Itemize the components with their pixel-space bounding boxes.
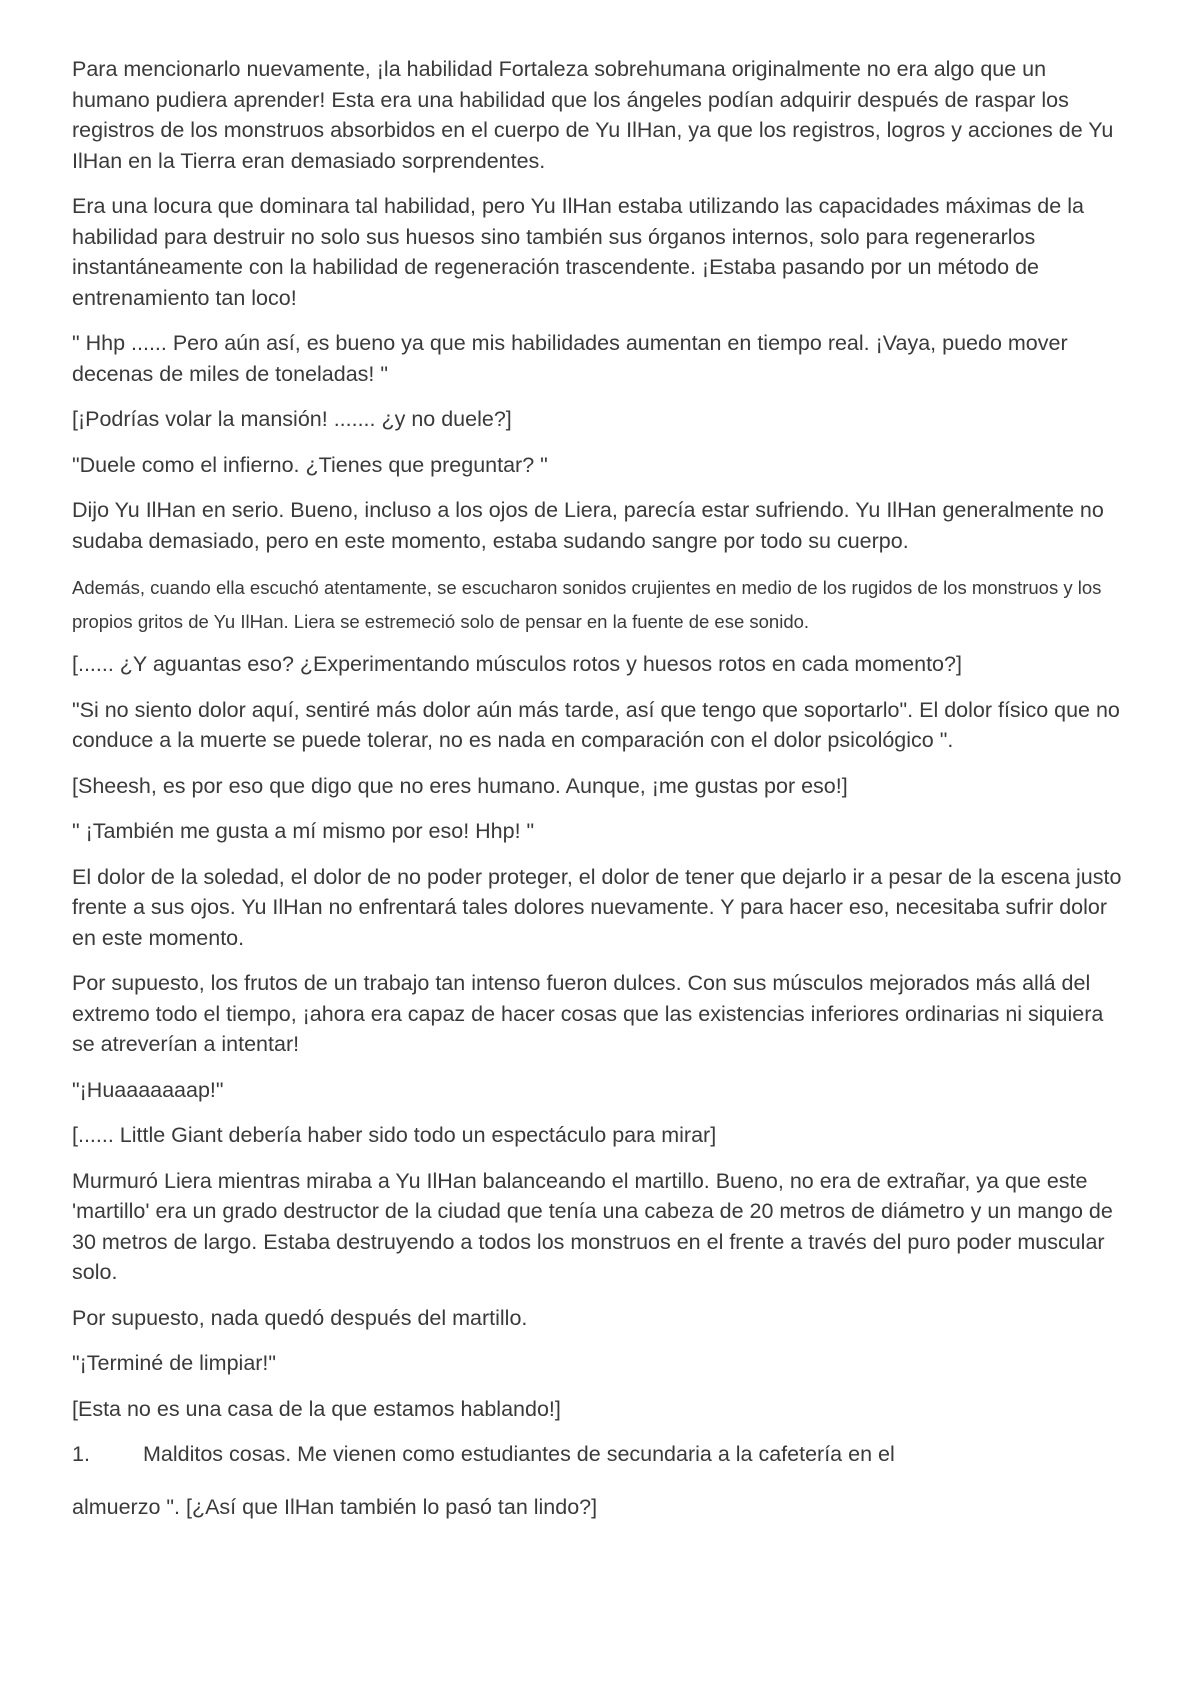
list-item-text: Malditos cosas. Me vienen como estudiantes de secundaria a la cafetería en el bbox=[143, 1442, 895, 1466]
paragraph-12: El dolor de la soledad, el dolor de no poder proteger, el dolor de tener que dejarlo ir a pesar de la escena justo frente a sus ojos. Yu IlHan no enfrentará tales dolores nuevamente. Y para hacer eso, necesitaba sufrir dolor en este momento. bbox=[72, 864, 1122, 950]
document-page bbox=[72, 54, 1122, 1522]
paragraph-11: " ¡También me gusta a mí mismo por eso! Hhp! " bbox=[72, 819, 535, 843]
list-number: 1. bbox=[72, 1442, 90, 1466]
paragraph-17: Por supuesto, nada quedó después del martillo. bbox=[72, 1305, 528, 1330]
paragraph-10: [Sheesh, es por eso que digo que no eres humano. Aunque, ¡me gustas por eso!] bbox=[72, 773, 848, 798]
paragraph-16: Murmuró Liera mientras miraba a Yu IlHan balanceando el martillo. Bueno, no era de extrañar, ya que este 'martillo' era un grado destructor de la ciudad que tenía una cabeza de 20 metros de diámetro y un mango de 30 metros de largo. Estaba destruyendo a todos los monstruos en el frente a través del puro poder muscular solo. bbox=[72, 1168, 1113, 1284]
paragraph-7: Además, cuando ella escuchó atentamente, se escucharon sonidos crujientes en medio de los rugidos de los monstruos y los propios gritos de Yu IlHan. Liera se estremeció solo de pensar en la fuente de ese sonido. bbox=[72, 577, 1102, 632]
paragraph-13: Por supuesto, los frutos de un trabajo tan intenso fueron dulces. Con sus músculos mejorados más allá del extremo todo el tiempo, ¡ahora era capaz de hacer cosas que las existencias inferiores ordinarias ni siquiera se atreverían a intentar! bbox=[72, 971, 1104, 1056]
paragraph-2: Era una locura que dominara tal habilidad, pero Yu IlHan estaba utilizando las capacidades máximas de la habilidad para destruir no solo sus huesos sino también sus órganos internos, solo para regenerarlos instantáneamente con la habilidad de regeneración trascendente. ¡Estaba pasando por un método de entrenamiento tan loco! bbox=[72, 194, 1084, 310]
paragraph-18: "¡Terminé de limpiar!" bbox=[72, 1351, 277, 1375]
paragraph-6: Dijo Yu IlHan en serio. Bueno, incluso a los ojos de Liera, parecía estar sufriendo. Yu IlHan generalmente no sudaba demasiado, pero en este momento, estaba sudando sangre por todo su cuerpo. bbox=[72, 498, 1104, 553]
paragraph-14: "¡Huaaaaaaap!" bbox=[72, 1077, 224, 1102]
paragraph-15: [...... Little Giant debería haber sido todo un espectáculo para mirar] bbox=[72, 1123, 717, 1147]
paragraph-4: [¡Podrías volar la mansión! ....... ¿y no duele?] bbox=[72, 407, 512, 431]
list-item-continuation: almuerzo ". [¿Así que IlHan también lo pasó tan lindo?] bbox=[72, 1494, 598, 1519]
numbered-list-item bbox=[72, 1439, 1122, 1470]
paragraph-3: " Hhp ...... Pero aún así, es bueno ya que mis habilidades aumentan en tiempo real. ¡Vaya, puedo mover decenas de miles de toneladas! " bbox=[72, 331, 1068, 386]
paragraph-19: [Esta no es una casa de la que estamos hablando!] bbox=[72, 1396, 561, 1421]
paragraph-8: [...... ¿Y aguantas eso? ¿Experimentando músculos rotos y huesos rotos en cada momento?] bbox=[72, 652, 962, 676]
paragraph-9: "Si no siento dolor aquí, sentiré más dolor aún más tarde, así que tengo que soportarlo". El dolor físico que no conduce a la muerte se puede tolerar, no es nada en comparación con el dolor psicológico ". bbox=[72, 697, 1120, 752]
paragraph-5: "Duele como el infierno. ¿Tienes que preguntar? " bbox=[72, 452, 548, 477]
paragraph-1: Para mencionarlo nuevamente, ¡la habilidad Fortaleza sobrehumana originalmente no era algo que un humano pudiera aprender! Esta era una habilidad que los ángeles podían adquirir después de raspar los registros de los monstruos absorbidos en el cuerpo de Yu IlHan, ya que los registros, logros y acciones de Yu IlHan en la Tierra eran demasiado sorprendentes. bbox=[72, 57, 1114, 173]
